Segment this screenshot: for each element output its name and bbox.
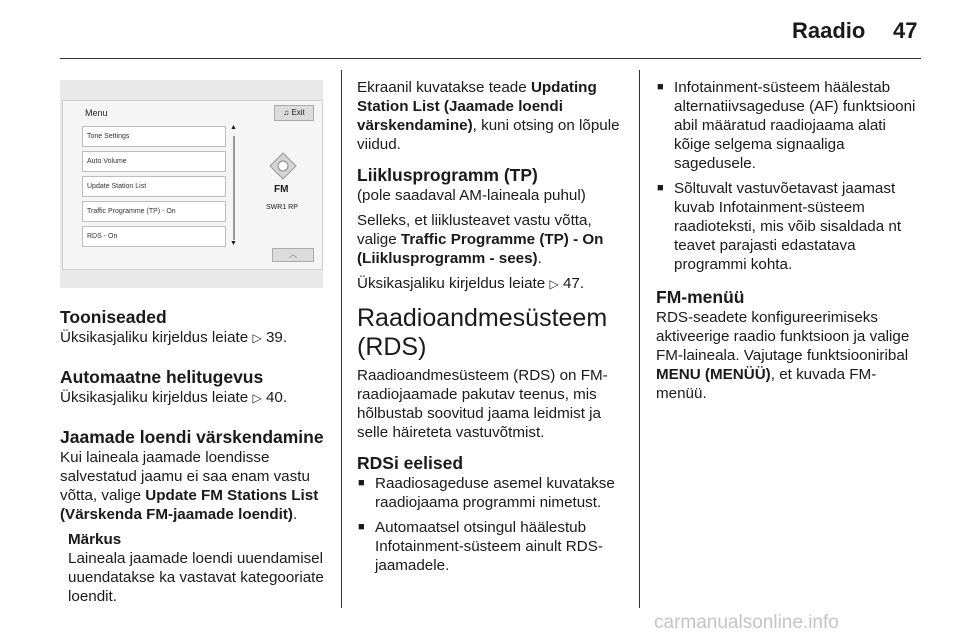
column-3 xyxy=(656,78,922,409)
music-note-icon: ♫ xyxy=(283,108,290,117)
note-title: Märkus xyxy=(68,531,122,548)
list-item: ■ Sõltuvalt vastuvõetavast jaamast kuvab Infotainment-süsteem raadioteksti, mis võib sisaldada nt teavet parajasti edastatava programmi kohta. xyxy=(656,179,922,274)
screenshot-menu-title: Menu xyxy=(85,108,108,118)
heading-rds: Raadioandmesüsteem (RDS) xyxy=(357,304,608,361)
heading-fm-menu: FM-menüü xyxy=(656,287,745,307)
column-1 xyxy=(60,306,330,606)
header-rule xyxy=(60,58,921,59)
rds-features-list xyxy=(656,78,922,274)
paragraph-tp-select: Selleks, et liiklusteavet vastu võtta, valige Traffic Programme (TP) - On (Liiklusprogramm - sees). xyxy=(357,212,604,267)
screenshot-menu-item: RDS - On xyxy=(82,226,226,247)
screenshot-band-label: FM xyxy=(274,184,289,195)
paragraph-update-message: Ekraanil kuvatakse teade Updating Station List (Jaamade loendi värskendamine), kuni otsing on lõpule viidud. xyxy=(357,79,620,153)
screenshot-exit-label: Exit xyxy=(291,108,305,117)
rds-benefits-list xyxy=(357,474,625,575)
radio-menu-screenshot xyxy=(60,80,323,288)
paragraph-update-station-list: Kui laineala jaamade loendisse salvestatud jaamu ei saa enam vastu võtta, valige Update FM Stations List (Värskenda FM-jaamade loendit). xyxy=(60,449,319,523)
list-item: ■ Raadiosageduse asemel kuvatakse raadiojaama programmi nimetust. xyxy=(357,474,625,512)
column-2 xyxy=(357,78,625,581)
heading-rds-benefits: RDSi eelised xyxy=(357,453,464,473)
paragraph-tp-availability: (pole saadaval AM-laineala puhul) xyxy=(357,187,586,204)
watermark: carmanualsonline.info xyxy=(654,612,839,633)
reference-arrow-icon: ▷ xyxy=(549,277,559,291)
list-item: ■ Infotainment-süsteem häälestab alternatiivsageduse (AF) funktsiooni abil määratud raadiojaama alati kõige selgema signaaliga sagedusele. xyxy=(656,78,922,173)
chevron-up-icon: ▲ xyxy=(230,124,237,131)
screenshot-menu-list xyxy=(82,126,226,251)
screenshot-exit-button xyxy=(274,105,314,121)
reference-arrow-icon: ▷ xyxy=(252,331,262,345)
heading-tone-settings: Tooniseaded xyxy=(60,307,167,327)
screenshot-menu-item: Update Station List xyxy=(82,176,226,197)
column-divider-1 xyxy=(341,70,342,608)
paragraph-fm-menu: RDS-seadete konfigureerimiseks aktiveerige raadio funktsioon ja valige FM-laineala. Vajutage funktsiooniribal MENU (MENÜÜ), et kuvada FM-menüü. xyxy=(656,309,910,402)
chevron-down-icon: ▼ xyxy=(230,240,237,247)
scroll-track xyxy=(233,136,235,240)
screenshot-station-label: SWR1 RP xyxy=(266,204,298,211)
paragraph-tp-reference: Üksikasjaliku kirjeldus leiate ▷ 47. xyxy=(357,275,585,292)
note-body: Laineala jaamade loendi uuendamisel uuendatakse ka vastavat kategooriate loendit. xyxy=(68,550,324,605)
screenshot-menu-item: Tone Settings xyxy=(82,126,226,147)
paragraph-rds-description: Raadioandmesüsteem (RDS) on FM-raadiojaamade pakutav teenus, mis hõlbustab soovitud jaama leidmist ja selle häireteta vastuvõtmist. xyxy=(357,367,608,441)
screenshot-scrollbar xyxy=(230,124,237,248)
chevron-up-icon: ︿ xyxy=(289,250,297,259)
fm-band-icon xyxy=(269,152,297,180)
screenshot-menu-item: Auto Volume xyxy=(82,151,226,172)
paragraph-auto-volume: Üksikasjaliku kirjeldus leiate ▷ 40. xyxy=(60,389,288,406)
page-header-title: Raadio xyxy=(792,18,866,43)
page-number: 47 xyxy=(893,18,918,43)
list-item: ■ Automaatsel otsingul häälestub Infotainment-süsteem ainult RDS-jaamadele. xyxy=(357,518,625,575)
paragraph-tone-settings: Üksikasjaliku kirjeldus leiate ▷ 39. xyxy=(60,329,288,346)
heading-auto-volume: Automaatne helitugevus xyxy=(60,367,264,387)
screenshot-collapse-button xyxy=(272,248,314,262)
screenshot-menu-item: Traffic Programme (TP) - On xyxy=(82,201,226,222)
heading-traffic-programme: Liiklusprogramm (TP) xyxy=(357,165,538,185)
note-block xyxy=(68,530,330,606)
column-divider-2 xyxy=(639,70,640,608)
reference-arrow-icon: ▷ xyxy=(252,391,262,405)
heading-update-station-list: Jaamade loendi värskendamine xyxy=(60,427,324,447)
